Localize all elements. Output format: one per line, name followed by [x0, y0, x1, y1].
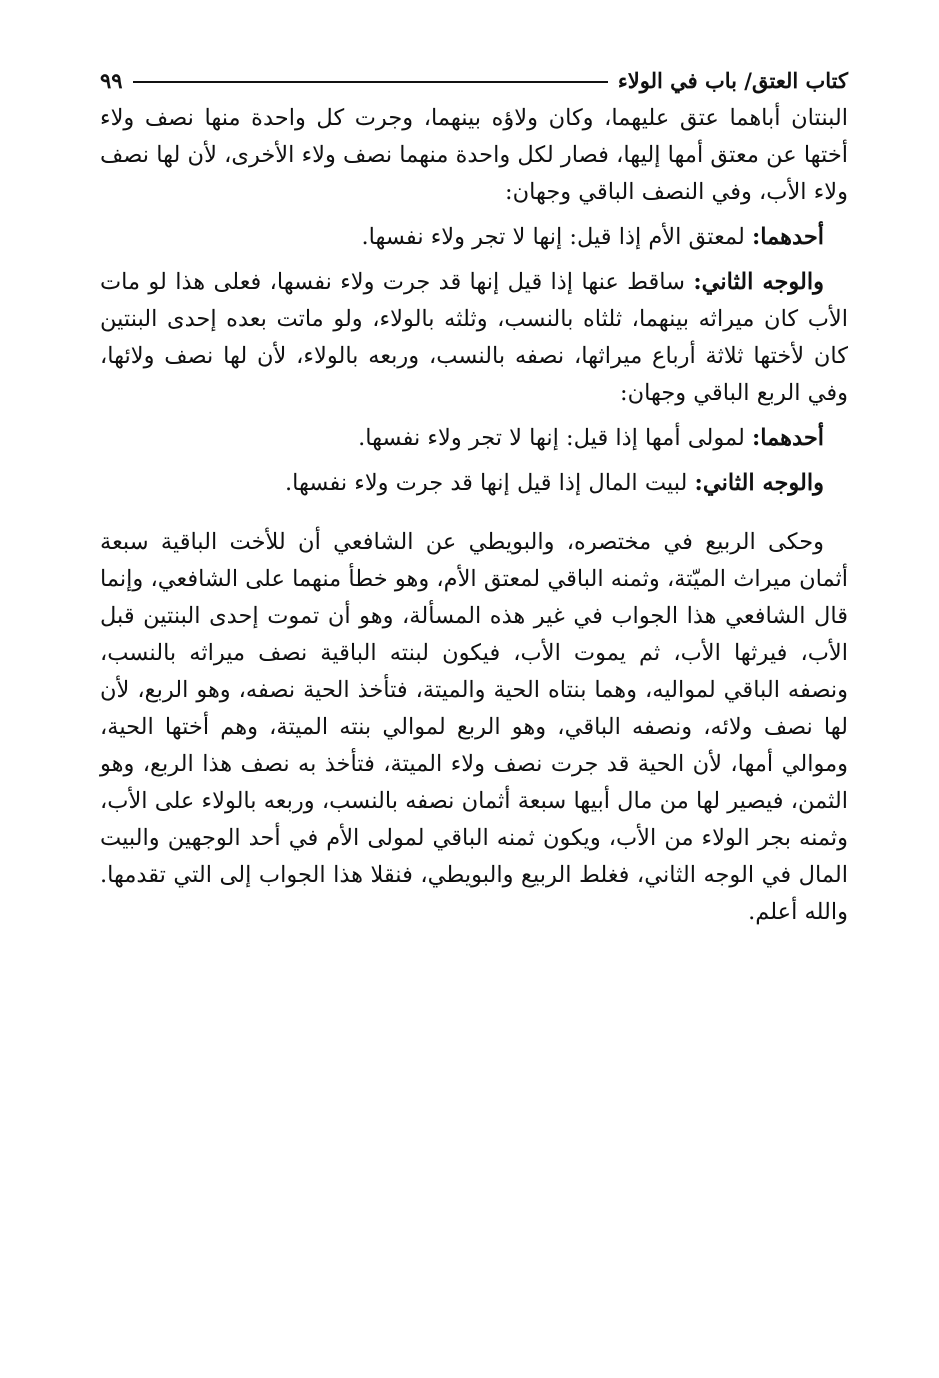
header-title: كتاب العتق/ باب في الولاء — [617, 67, 848, 93]
paragraph-text: لبيت المال إذا قيل إنها قد جرت ولاء نفسها. — [285, 470, 695, 496]
paragraph-lead: أحدهما: — [751, 224, 824, 250]
body-text — [100, 100, 848, 931]
paragraph-lead: والوجه الثاني: — [693, 269, 824, 295]
paragraph — [100, 219, 848, 256]
header-rule — [133, 81, 608, 83]
paragraph-text: وحكى الربيع في مختصره، والبويطي عن الشافعي أن للأخت الباقية سبعة أثمان ميراث الميّتة، وثمنه الباقي لمعتق الأم، وهو خطأ منهما على الشافعي، وإنما قال الشافعي هذا الجواب في غير هذه المسألة، وهو أن تموت إحدى البنتين قبل الأب، فيرثها الأب، ثم يموت الأب، فيكون لبنته الباقية نصف ميراثه بالنسب، ونصفه الباقي لمواليه، وهما بنتاه الحية والميتة، فتأخذ الحية نصفه، وهو الربع، لأن لها نصف ولائه، ونصفه الباقي، وهو الربع لموالي بنته الميتة، وهم أختها الحية، وموالي أمها، لأن الحية قد جرت نصف ولاء الميتة، فتأخذ به نصف هذا الربع، وهو الثمن، فيصير لها من مال أبيها سبعة أثمان نصفه بالنسب، وربعه بالولاء على الأب، وثمنه بجر الولاء من الأب، ويكون ثمنه الباقي لمولى الأم في أحد الوجهين والبيت المال في الوجه الثاني، فغلط الربيع والبويطي، فنقلا هذا الجواب إلى التي تقدمها. والله أعلم. — [100, 529, 848, 925]
paragraph-lead: أحدهما: — [751, 425, 824, 451]
page-number: ٩٩ — [100, 67, 123, 93]
paragraph — [100, 465, 848, 502]
paragraph — [100, 524, 848, 931]
paragraph — [100, 264, 848, 412]
paragraph — [100, 420, 848, 457]
paragraph-text: ساقط عنها إذا قيل إنها قد جرت ولاء نفسها، فعلى هذا لو مات الأب كان ميراثه بينهما، ثلثاه بالنسب، وثلثه بالولاء، ولو ماتت بعده إحدى البنتين كان لأختها ثلاثة أرباع ميراثها، نصفه بالنسب، وربعه بالولاء، لأن لها نصف ولائها، وفي الربع الباقي وجهان: — [100, 269, 848, 406]
paragraph-text: لمولى أمها إذا قيل: إنها لا تجر ولاء نفسها. — [358, 425, 752, 451]
paragraph-text: البنتان أباهما عتق عليهما، وكان ولاؤه بينهما، وجرت كل واحدة منها نصف ولاء أختها عن معتق أمها إليها، فصار لكل واحدة منهما نصف ولاء الأخرى، لأن لها نصف ولاء الأب، وفي النصف الباقي وجهان: — [100, 105, 848, 205]
paragraph-lead: والوجه الثاني: — [694, 470, 824, 496]
paragraph — [100, 100, 848, 211]
book-page — [100, 60, 848, 931]
paragraph-text: لمعتق الأم إذا قيل: إنها لا تجر ولاء نفسها. — [361, 224, 752, 250]
running-header — [100, 60, 848, 100]
